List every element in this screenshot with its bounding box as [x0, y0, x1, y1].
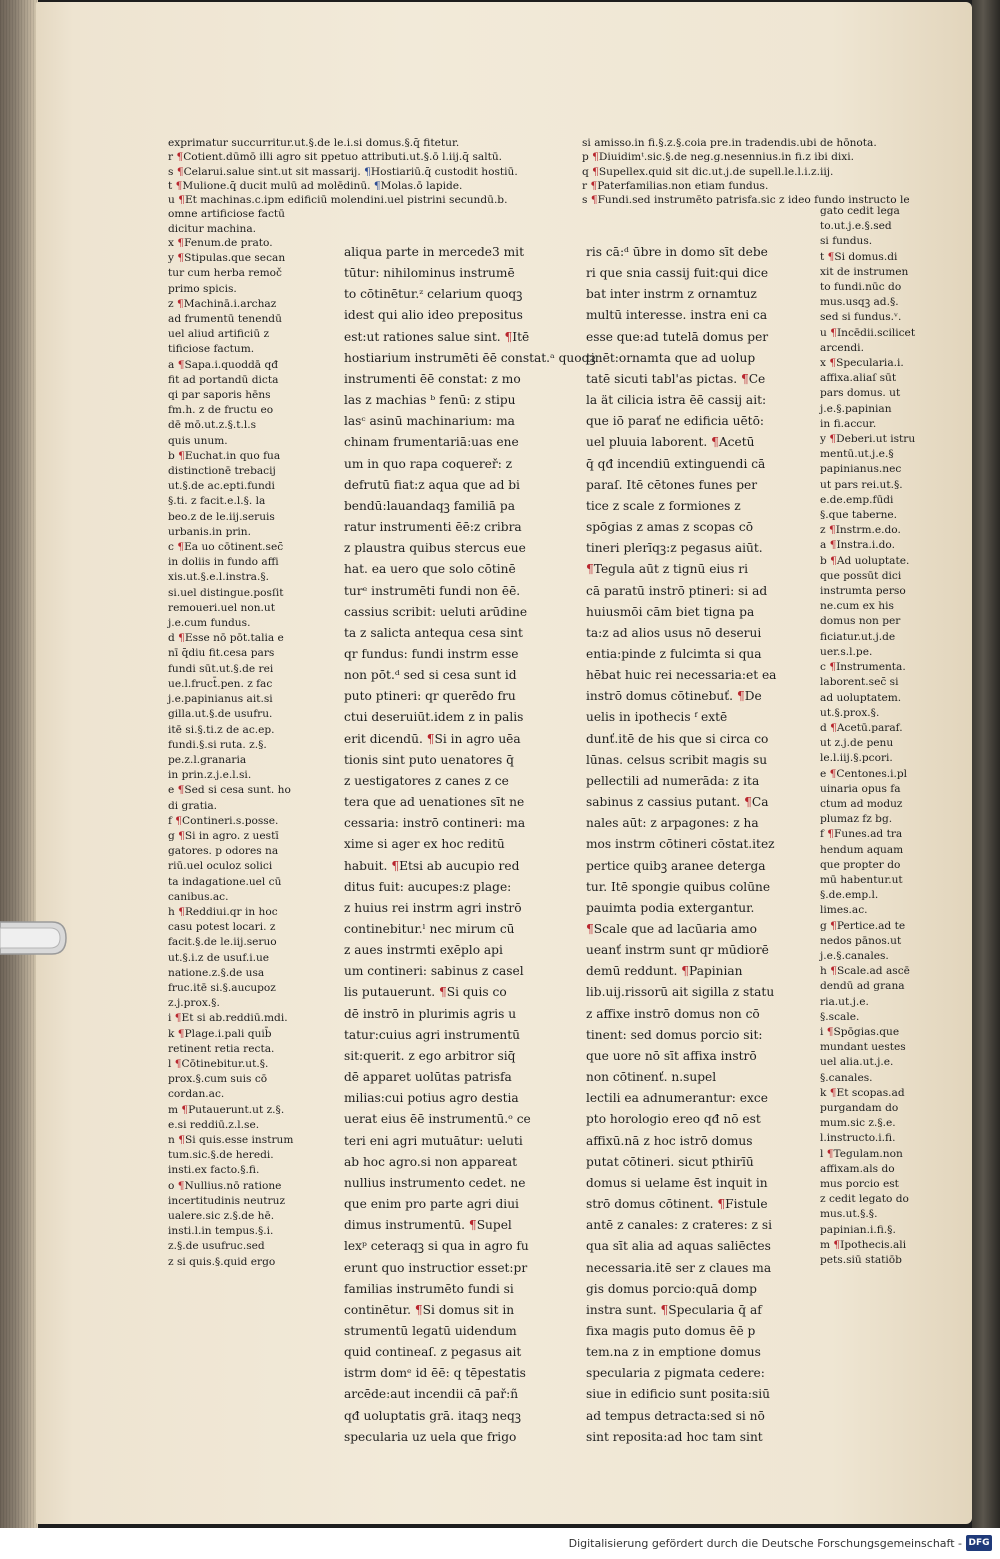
gloss-line: gilla.ut.§.de usufru.: [168, 708, 273, 721]
text-line: lexᵖ ceteraqꝫ si qua in agro fu: [344, 1239, 529, 1254]
gloss-line: di gratia.: [168, 799, 218, 812]
text-line: strumentū legatū uidendum: [344, 1323, 517, 1338]
gloss-line: laborent.sec̄ si: [820, 676, 899, 689]
text-line: tionis sint puto uenatores q̄: [344, 752, 514, 767]
text-line: la ät cilicia istra ēē cassij ait:: [586, 393, 767, 408]
gloss-line: tum.sic.§.de heredi.: [168, 1149, 274, 1162]
text-line: tatur:cuius agri instrumentū: [344, 1027, 520, 1042]
gloss-line: §.ti. z facit.e.l.§. la: [168, 495, 266, 508]
text-line: sabinus z cassius putant. ¶Ca: [586, 795, 769, 810]
gloss-line: fundi sūt.ut.§.de rei: [168, 662, 274, 675]
text-line: multū interesse. instra eni ca: [586, 308, 768, 323]
text-line: pauimta podia extergantur.: [586, 900, 755, 915]
gloss-line: ue.l.fruct̄.pen. z fac: [168, 677, 273, 690]
gloss-line: xis.ut.§.e.l.instra.§.: [168, 571, 269, 584]
text-line: habuit. ¶Etsi ab aucupio red: [344, 858, 520, 873]
gloss-line: natione.z.§.de usa: [168, 966, 265, 979]
gloss-line: insti.l.in tempus.§.i.: [168, 1225, 274, 1238]
gloss-line: ta indagatione.uel cū: [168, 875, 282, 888]
text-line: ctui deseruiūt.idem z in palis: [344, 710, 524, 725]
gloss-line: i ¶Et si ab.reddiū.mdi.: [168, 1012, 288, 1025]
text-line: uerat eius ēē instrumentū.ᵒ ce: [344, 1112, 531, 1127]
text-line: tem.na z in emptione domus: [586, 1345, 761, 1360]
text-line: z aues instrmti exēplo api: [344, 943, 503, 958]
gloss-line: z si quis.§.quid ergo: [168, 1255, 276, 1268]
text-line: bat inter instrm z ornamtuz: [586, 287, 757, 302]
text-line: pto horologio ereo qđ nō est: [586, 1112, 761, 1127]
text-line: gis domus porcio:quā domp: [586, 1281, 757, 1296]
text-line: xime si ager ex hoc reditū: [344, 837, 505, 852]
text-line: paraſ. Itē cētones funes per: [586, 477, 758, 492]
text-line: chinam frumentariā:uas ene: [344, 435, 519, 450]
text-line: qđ uoluptatis grā. itaqꝫ neqꝫ: [344, 1408, 521, 1423]
gloss-line: gatores. p odores na: [168, 845, 279, 858]
gloss-line: y ¶Stipulas.que secan: [168, 252, 286, 265]
main-text-column-2: [586, 242, 812, 1448]
gloss-line: fm.h. z de fructu eo: [168, 404, 274, 417]
gloss-line: z cedit legato do: [820, 1193, 909, 1206]
text-line: um contineri: sabinus z casel: [344, 964, 524, 979]
gloss-line: ut pars rei.ut.§.: [820, 478, 903, 491]
gloss-line: x ¶Specularia.i.: [820, 357, 904, 370]
text-line: ueanť instrm sunt qr mūdiorē: [586, 943, 769, 958]
gloss-line: §.canales.: [820, 1071, 873, 1084]
gloss-line: m ¶Putauerunt.ut z.§.: [168, 1103, 285, 1116]
text-line: defrutū fiat:z aqua que ad bi: [344, 477, 520, 492]
funding-credit: Digitalisierung gefördert durch die Deutsche Forschungsgemeinschaft -: [568, 1537, 962, 1550]
text-line: aliqua parte in mercede3 mit: [344, 245, 524, 259]
gloss-line: b ¶Euchat.in quo fua: [168, 449, 281, 462]
gloss-line: riū.uel oculoz solici: [168, 860, 273, 873]
gloss-line: limes.ac.: [820, 904, 868, 917]
gloss-line: in doliis in fundo affi: [168, 556, 279, 569]
text-line: ri que snia cassij fuit:qui dice: [586, 266, 769, 281]
text-line: hēbat huic rei necessaria:et ea: [586, 668, 777, 683]
gloss-line: uer.s.l.pe.: [820, 645, 873, 658]
footer-bar: [0, 1528, 1000, 1559]
gloss-line: affixa.aliaſ sūt: [820, 372, 897, 385]
page-fore-edge-right: [972, 0, 1000, 1528]
gloss-line: papinianus.nec: [820, 463, 902, 476]
text-line: ¶Tegula aūt z tignū eius ri: [586, 562, 749, 577]
gloss-line: insti.ex facto.§.fi.: [168, 1164, 260, 1177]
gloss-line: z.§.de usufruc.sed: [168, 1240, 265, 1253]
gloss-line: c ¶Instrumenta.: [820, 661, 906, 674]
gloss-line: ut.§.de ac.epti.fundi: [168, 480, 275, 493]
text-line: erit dicendū. ¶Si in agro uēa: [344, 731, 521, 746]
gloss-line: t ¶Mulione.q̄ ducit mulū ad molēdinū. ¶Molas.ō lapide.: [168, 179, 463, 192]
text-line: ratur instrumenti ēē:z cribra: [344, 520, 522, 535]
text-line: cessaria: instrō contineri: ma: [344, 816, 526, 831]
text-line: demū reddunt. ¶Papinian: [586, 964, 743, 979]
gloss-line: l ¶Tegulam.non: [820, 1147, 903, 1160]
gloss-line: fit ad portandū dicta: [168, 373, 279, 386]
gloss-line: si amisso.in fi.§.z.§.coia pre.in tradendis.ubi de hōnota.: [582, 137, 877, 149]
gloss-line: domus non per: [820, 615, 901, 628]
gloss-line: qi par saporis hēns: [168, 389, 271, 402]
text-line: huiusmōi cām biet tigna pa: [586, 604, 755, 619]
text-line: continebitur.ˡ nec mirum cū: [344, 922, 515, 936]
gloss-line: u ¶Incēdii.scilicet: [820, 326, 916, 339]
gloss-line: z ¶Instrm.e.do.: [820, 524, 901, 537]
text-line: lectili ea adnumerantur: exce: [586, 1091, 768, 1106]
gloss-line: mus.usqꝫ ad.§.: [820, 296, 899, 309]
text-line: tinent: sed domus porcio sit:: [586, 1027, 763, 1042]
gloss-line: f ¶Contineri.s.posse.: [168, 814, 279, 827]
text-line: z uestigatores z canes z ce: [344, 773, 509, 788]
gloss-line: §.scale.: [820, 1010, 860, 1023]
gloss-line: dē mō.ut.z.§.t.l.s: [168, 419, 257, 432]
text-line: nales aūt: z arpagones: z ha: [586, 816, 759, 831]
gloss-line: e ¶Sed si cesa sunt. ho: [168, 784, 291, 797]
gloss-line: mū habentur.ut: [820, 873, 903, 886]
gloss-line: hendum aquam: [820, 843, 904, 856]
text-line: continētur. ¶Si domus sit in: [344, 1302, 515, 1317]
left-top-gloss: [168, 136, 554, 236]
gloss-line: t ¶Si domus.di: [820, 250, 898, 263]
text-line: q̄ qđ incendiū extinguendi cā: [586, 456, 766, 471]
gloss-line: k ¶Plage.i.pali quib̄: [168, 1027, 272, 1040]
gloss-line: mus.ut.§.§.: [820, 1208, 878, 1221]
text-line: entia:pinde z fulcimta si qua: [586, 646, 762, 661]
gloss-line: j.e.§.papinian: [820, 402, 892, 415]
gloss-line: ut.§.prox.§.: [820, 706, 880, 719]
page-fore-edge-left: [0, 0, 38, 1528]
gloss-line: casu potest locari. z: [168, 921, 276, 934]
text-line: quid contineaſ. z pegasus ait: [344, 1345, 522, 1360]
text-line: ta:z ad alios usus nō deserui: [586, 625, 762, 640]
gloss-line: m ¶Ipothecis.ali: [820, 1238, 907, 1251]
text-line: ta z salicta antequa cesa sint: [344, 625, 523, 640]
gloss-line: nī q̄diu fit.cesa pars: [168, 647, 275, 660]
gloss-line: ne.cum ex his: [820, 600, 894, 613]
gloss-line: que propter do: [820, 858, 901, 871]
gloss-line: xit de instrumen: [820, 265, 909, 278]
gloss-line: i ¶Spōgias.que: [820, 1025, 900, 1038]
gloss-line: e.de.emp.fūdi: [820, 493, 894, 506]
gloss-line: to.ut.j.e.§.sed: [820, 220, 892, 233]
gloss-line: si fundus.: [820, 235, 873, 248]
text-line: erunt quo instructior esset:pr: [344, 1260, 528, 1275]
gloss-line: quis unum.: [168, 434, 228, 447]
gloss-line: sed si fundus.ᵛ.: [820, 311, 902, 324]
text-line: esse que:ad tutelā domus per: [586, 329, 769, 344]
gloss-line: ctum ad moduz: [820, 797, 903, 810]
gloss-line: z ¶Machinā.i.archaz: [168, 297, 277, 310]
gloss-line: r ¶Cotient.dūmō illi agro sit ppetuo attributi.ut.§.ō l.iij.q̄ saltū.: [168, 151, 503, 164]
gloss-line: o ¶Nullius.nō ratione: [168, 1179, 282, 1192]
text-line: las z machias ᵇ fenū: z stipu: [344, 393, 516, 408]
gloss-line: fruc.itē si.§.aucupoz: [168, 981, 276, 994]
text-line: instrō domus cōtinebuť. ¶De: [586, 689, 762, 704]
gloss-line: dendū ad grana: [820, 980, 905, 993]
gloss-line: ad frumentū tenendū: [168, 313, 282, 326]
text-line: specularia uz uela que frigo: [344, 1429, 517, 1444]
gloss-line: omne artificiose factū: [168, 208, 285, 221]
gloss-line: plumaz fz bg.: [820, 813, 893, 826]
text-line: instra sunt. ¶Specularia q̄ af: [586, 1302, 762, 1317]
gloss-line: q ¶Supellex.quid sit dic.ut.j.de supell.le.l.i.z.iij.: [582, 165, 834, 178]
text-line: ad tempus detracta:sed si nō: [586, 1408, 765, 1423]
text-line: to cōtinētur.ᶻ celarium quoqꝫ: [344, 287, 523, 302]
text-line: bendū:lauandaqꝫ familiā pa: [344, 498, 515, 513]
text-line: tice z scale z formiones z: [586, 498, 741, 513]
gloss-line: primo spicis.: [168, 282, 237, 295]
text-line: qua sīt alia ad aquas saliēctes: [586, 1239, 771, 1254]
text-line: est:ut rationes salue sint. ¶Itē: [344, 329, 530, 344]
gloss-line: ad uoluptatem.: [820, 691, 902, 704]
text-line: teri eni agri mutuātur: ueluti: [344, 1133, 523, 1148]
text-line: antē z canales: z crateres: z si: [586, 1218, 772, 1233]
gloss-line: in prin.z.j.e.l.si.: [168, 769, 252, 782]
gloss-line: mentū.ut.j.e.§: [820, 448, 894, 461]
gloss-line: distinctionē trebacij: [168, 465, 276, 478]
gloss-line: ficiatur.ut.j.de: [820, 630, 896, 643]
gloss-line: retinent retia recta.: [168, 1042, 275, 1055]
gloss-line: h ¶Reddiui.qr in hoc: [168, 905, 278, 918]
text-line: non pōt.ᵈ sed si cesa sunt id: [344, 668, 517, 683]
gloss-line: x ¶Fenum.de prato.: [168, 237, 273, 249]
gloss-line: g ¶Pertice.ad te: [820, 919, 906, 932]
text-line: ris cā:ᵈ ūbre in domo sīt debe: [586, 245, 768, 259]
text-line: spōgias z amas z scopas cō: [586, 520, 754, 535]
text-line: tineri plerīqꝫ:z pegasus aiūt.: [586, 541, 763, 556]
text-line: milias:cui potius agro destia: [344, 1091, 519, 1106]
page-clip-holder: [0, 908, 72, 968]
gloss-line: papinian.i.fi.§.: [820, 1223, 896, 1236]
gloss-line: h ¶Scale.ad ascē: [820, 965, 910, 978]
gloss-line: g ¶Si in agro. z uestī: [168, 829, 279, 842]
gloss-line: r ¶Paterfamilias.non etiam fundus.: [582, 179, 769, 192]
text-line: familias instrumēto fundi si: [344, 1281, 514, 1296]
text-line: istrm domᵉ id ēē: q tēpestatis: [344, 1366, 526, 1381]
text-line: dē apparet uolūtas patrisfa: [344, 1070, 512, 1085]
gloss-line: prox.§.cum suis cō: [168, 1073, 268, 1086]
gloss-line: affixam.als do: [820, 1162, 895, 1175]
gloss-line: uel aliud artificiū z: [168, 328, 270, 341]
text-line: puto ptineri: qr querēdo fru: [344, 689, 516, 704]
gloss-line: mundant uestes: [820, 1041, 906, 1054]
gloss-line: j.e.cum fundus.: [168, 617, 251, 630]
text-line: strō domus cōtinent. ¶Fistule: [586, 1197, 768, 1212]
gloss-line: j.e.§.canales.: [820, 949, 889, 962]
gloss-line: k ¶Et scopas.ad: [820, 1086, 905, 1099]
text-line: uelis in ipothecis ᶠ extē: [586, 710, 728, 725]
text-line: z affixe instrō domus non cō: [586, 1006, 760, 1021]
gloss-line: pars domus. ut: [820, 387, 901, 400]
gloss-line: l ¶Cōtinebitur.ut.§.: [168, 1057, 269, 1070]
text-line: pellectili ad numerāda: z ita: [586, 773, 760, 788]
right-top-gloss: [582, 136, 922, 207]
gloss-line: §.de.emp.l.: [820, 889, 879, 902]
gloss-line: purgandam do: [820, 1101, 899, 1114]
text-line: lūnas. celsus scribit magis su: [586, 752, 768, 767]
gloss-line: a ¶Instra.i.do.: [820, 539, 895, 552]
text-line: dunť.itē de his que si circa co: [586, 731, 769, 746]
gloss-line: incertitudinis neutruz: [168, 1194, 286, 1207]
text-line: ¶Scale que ad lacūaria amo: [586, 922, 757, 936]
main-text-column-1: [344, 242, 596, 1448]
text-line: specularia z pigmata cedere:: [586, 1366, 765, 1381]
text-line: hat. ea uero que solo cōtinē: [344, 562, 516, 577]
text-line: fixa magis puto domus ēē p: [586, 1323, 756, 1338]
gloss-line: f ¶Funes.ad tra: [820, 828, 903, 841]
text-line: cā paratū instrō ptineri: si ad: [586, 583, 768, 598]
gloss-line: tur cum herba remoč: [168, 267, 282, 280]
gloss-line: mus porcio est: [820, 1178, 899, 1190]
gloss-line: uel alia.ut.j.e.: [820, 1056, 894, 1069]
text-line: affixū.nā z hoc istrō domus: [586, 1133, 753, 1148]
gloss-line: ualere.sic z.§.de hē.: [168, 1210, 275, 1222]
gloss-line: s ¶Fundi.sed instrumēto patrisfa.sic z ideo fundo instructo le: [582, 194, 910, 207]
gloss-line: nedos pānos.ut: [820, 934, 902, 947]
text-line: hostiarium instrumēti ēē constat.ᵃ quoqꝫ: [344, 350, 596, 365]
gloss-line: b ¶Ad uoluptate.: [820, 554, 910, 567]
gloss-line: gato cedit lega: [820, 205, 900, 217]
text-line: z huius rei instrm agri instrō: [344, 900, 522, 915]
text-line: mos instrm cōtineri cōstat.itez: [586, 837, 775, 852]
text-line: cassius scribit: ueluti arūdine: [344, 604, 528, 619]
text-line: dimus instrumentū. ¶Supel: [344, 1218, 512, 1233]
text-line: turᵉ instrumēti fundi non ēē.: [344, 583, 521, 598]
gloss-line: dicitur machina.: [168, 222, 257, 235]
gloss-line: facit.§.de le.iij.seruo: [168, 936, 277, 949]
gloss-line: itē si.§.ti.z de ac.ep.: [168, 723, 275, 736]
gloss-line: remoueri.uel non.ut: [168, 601, 275, 614]
text-line: dē instrō in plurimis agris u: [344, 1006, 517, 1021]
text-line: z plaustra quibus stercus eue: [344, 541, 526, 556]
gloss-line: canibus.ac.: [168, 890, 229, 903]
gloss-line: e.si reddiū.z.l.se.: [168, 1118, 260, 1131]
gloss-line: ut.§.i.z de usuf.i.ue: [168, 951, 270, 964]
gloss-line: l.instructo.i.fi.: [820, 1132, 896, 1145]
gloss-line: y ¶Deberi.ut istru: [820, 433, 916, 446]
text-line: que enim pro parte agri diui: [344, 1197, 519, 1212]
gloss-line: p ¶Diuidimᵗ.sic.§.de neg.g.nesennius.in fi.z ibi dixi.: [582, 151, 855, 164]
gloss-line: arcendi.: [820, 341, 864, 354]
text-line: que iō parať ne edificia uētō:: [586, 414, 765, 429]
gloss-line: instrumta perso: [820, 585, 906, 598]
gloss-line: ut z.j.de penu: [820, 737, 894, 750]
text-line: putat cōtineri. sicut pthirīū: [586, 1154, 754, 1169]
text-line: non cōtinenť. n.supel: [586, 1070, 717, 1085]
text-line: instrumenti ēē constat: z mo: [344, 371, 521, 386]
dfg-logo: DFG: [966, 1535, 992, 1551]
text-line: arcēde:aut incendii cā pař:ñ: [344, 1387, 519, 1402]
text-line: siue in edificio sunt posita:siū: [586, 1387, 770, 1402]
text-line: tera que ad uenationes sīt ne: [344, 795, 525, 810]
gloss-line: d ¶Esse nō pōt.talia e: [168, 632, 284, 645]
text-line: um in quo rapa coquereř: z: [344, 456, 513, 471]
gloss-line: ria.ut.j.e.: [820, 995, 869, 1008]
text-line: tinēt:ornamta que ad uolup: [586, 350, 756, 365]
gloss-line: fundi.§.si ruta. z.§.: [168, 738, 267, 751]
gloss-line: le.l.iij.§.pcori.: [820, 752, 893, 765]
gloss-line: si.uel distingue.posſit: [168, 586, 284, 599]
text-line: que uore nō sīt affixa instrō: [586, 1048, 757, 1063]
text-line: uel pluuia laborent. ¶Acetū: [586, 435, 755, 450]
gloss-line: in fi.accur.: [820, 417, 877, 430]
gloss-line: beo.z de le.iij.seruis: [168, 510, 275, 523]
text-line: sit:querit. z ego arbitror siq̄: [344, 1048, 516, 1063]
gloss-line: tificiose factum.: [168, 343, 255, 356]
text-line: qr fundus: fundi instrm esse: [344, 646, 519, 661]
gloss-line: cordan.ac.: [168, 1088, 225, 1101]
gloss-line: to fundi.nūc do: [820, 281, 902, 294]
text-line: nullius instrumento cedet. ne: [344, 1175, 526, 1190]
gloss-line: pets.siū statiōb: [820, 1254, 902, 1267]
text-line: tūtur: nihilominus instrumē: [344, 266, 515, 281]
gloss-line: §.que taberne.: [820, 509, 898, 522]
text-line: ab hoc agro.si non appareat: [344, 1154, 517, 1169]
gloss-line: que possūt dici: [820, 569, 902, 582]
gloss-line: e ¶Centones.i.pl: [820, 767, 908, 780]
text-line: necessaria.itē ser z claues ma: [586, 1260, 772, 1275]
text-line: lasᶜ asinū machinarium: ma: [344, 414, 515, 429]
text-line: idest qui alio ideo prepositus: [344, 308, 523, 323]
gloss-line: exprimatur succurritur.ut.§.de le.i.si domus.§.q̄ fitetur.: [168, 137, 460, 149]
gloss-line: u ¶Et machinas.c.ipm edificiū molendini.uel pistrini secundū.b.: [168, 194, 508, 207]
gloss-line: j.e.papinianus ait.si: [168, 693, 273, 706]
gloss-line: pe.z.l.granaria: [168, 753, 247, 766]
gloss-line: urbanis.in prin.: [168, 525, 252, 538]
gloss-line: s ¶Celarui.salue sint.ut sit massarij. ¶Hostiariū.q̄ custodit hostiū.: [168, 165, 518, 178]
gloss-line: a ¶Sapa.i.quoddā qđ: [168, 358, 279, 371]
text-line: ditus fuit: aucupes:z plage:: [344, 879, 512, 894]
right-gloss-column: [820, 204, 926, 1268]
gloss-line: z.j.prox.§.: [168, 997, 220, 1010]
text-line: tatē sicuti tabl'as pictas. ¶Ce: [586, 371, 766, 386]
text-line: lis putauerunt. ¶Si quis co: [344, 985, 507, 1000]
text-line: pertice quibꝫ aranee deterga: [586, 858, 766, 873]
gloss-line: mum.sic z.§.e.: [820, 1117, 896, 1130]
text-line: tur. Itē spongie quibus colūne: [586, 879, 771, 894]
gloss-line: n ¶Si quis.esse instrum: [168, 1133, 294, 1146]
text-line: lib.uij.rissorū ait sigilla z statu: [586, 985, 775, 1000]
left-gloss-column: [168, 236, 316, 1270]
gloss-line: c ¶Ea uo cōtinent.sec̄: [168, 541, 284, 554]
text-line: sint reposita:ad hoc tam sint: [586, 1429, 763, 1444]
gloss-line: uinaria opus fa: [820, 782, 901, 795]
gloss-line: d ¶Acetū.paraf.: [820, 721, 903, 734]
text-line: domus si uelame ēst inquit in: [586, 1175, 768, 1190]
